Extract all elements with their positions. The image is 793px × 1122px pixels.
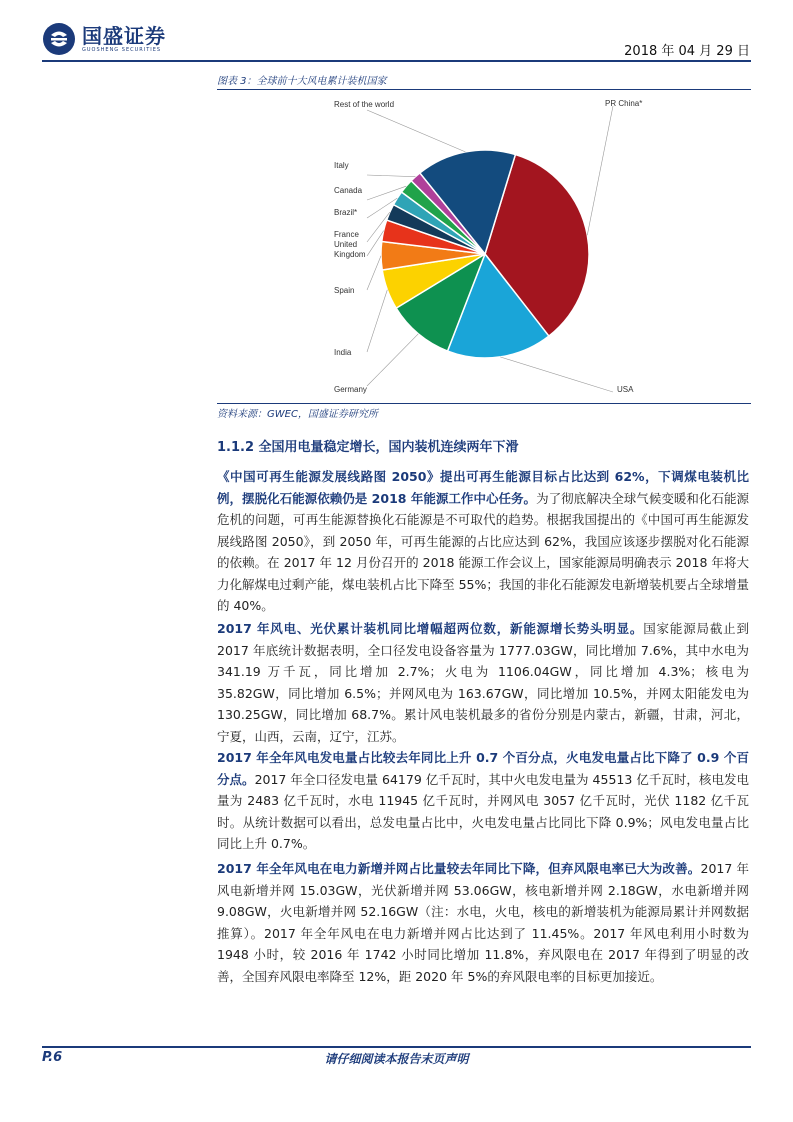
pie-leader-line <box>367 290 387 352</box>
footer-disclaimer: 请仔细阅读本报告末页声明 <box>324 1052 469 1066</box>
pie-label: USA <box>617 385 634 394</box>
page-number: P.6 <box>42 1050 63 1065</box>
pie-label: Canada <box>334 186 363 195</box>
paragraph-2 <box>217 618 749 747</box>
report-date: 2018 年 04 月 29 日 <box>624 44 750 59</box>
pie-leader-line <box>367 256 381 290</box>
logo-icon <box>42 22 76 56</box>
logo-name-en: GUOSHENG SECURITIES <box>82 47 162 53</box>
paragraph-1-body: 为了彻底解决全球气候变暖和化石能源危机的问题，可再生能源替换化石能源是不可取代的趋势。根据我国提出的《中国可再生能源发展线路图 2050》，到 2050 年，可再生能源的占比应达到 62%，我国应该逐步摆脱对化石能源的依赖。在 2017 年 12 月份召开的 2018 能源工作会议上，国家能源局明确表示 2018 年将大力化解煤电过剩产能，煤电装机占比下降至 55%；我国的非化石能源发电新增装机要占全球增量的 40%。 <box>217 490 749 613</box>
pie-label: Spain <box>334 286 355 295</box>
pie-leader-line <box>367 175 415 177</box>
pie-leader-line <box>587 106 613 235</box>
paragraph-4-body: 2017 年风电新增并网 15.03GW，光伏新增并网 53.06GW，核电新增并网 2.18GW，水电新增并网 9.08GW，火电新增并网 52.16GW（注：水电，火电，核电的新增装机为能源局累计并网数据推算）。2017 年全年风电在电力新增并网占比达到了 11.45%。2017 年风电利用小时数为 1948 小时，较 2016 年 1742 小时同比增加 11.8%，弃风限电在 2017 年得到了明显的改善，全国弃风限电率降至 12%，距 2020 年 5%的弃风限电率的目标更加接近。 <box>217 861 749 984</box>
logo-name-cn: 国盛证券 <box>82 24 166 48</box>
pie-label: United <box>334 240 358 249</box>
pie-label: Italy <box>334 161 349 170</box>
figure-title: 图表 3：全球前十大风电累计装机国家 <box>217 76 387 87</box>
pie-label: India <box>334 348 352 357</box>
section-title: 1.1.2 全国用电量稳定增长，国内装机连续两年下滑 <box>217 440 519 455</box>
paragraph-3-body: 2017 年全口径发电量 64179 亿千瓦时，其中火电发电量为 45513 亿千瓦时，核电发电量为 2483 亿千瓦时，水电 11945 亿千瓦时，并网风电 3057 亿千瓦时，光伏 1182 亿千瓦时。从统计数据可以看出，总发电量占比中，火电发电量占比同比下降 0.9%；风电发电量占比同比上升 0.7%。 <box>217 771 749 851</box>
figure-source: 资料来源：GWEC，国盛证券研究所 <box>217 409 378 420</box>
paragraph-3 <box>217 747 749 855</box>
pie-chart <box>217 90 751 402</box>
pie-label: PR China* <box>605 99 643 108</box>
pie-leader-line <box>367 110 465 152</box>
paragraph-4-highlight: 2017 年全年风电在电力新增并网占比量较去年同比下降，但弃风限电率已大为改善。 <box>217 861 701 876</box>
pie-label: Brazil* <box>334 208 358 217</box>
footer-divider <box>42 1046 751 1048</box>
pie-label: France <box>334 230 359 239</box>
pie-leader-line <box>367 334 418 386</box>
pie-label: Kingdom <box>334 250 366 259</box>
paragraph-1 <box>217 466 749 617</box>
paragraph-2-highlight: 2017 年风电、光伏累计装机同比增幅超两位数，新能源增长势头明显。 <box>217 621 644 636</box>
pie-label: Germany <box>334 385 367 394</box>
paragraph-1-highlight: 《中国可再生能源发展线路图 2050》提出可再生能源目标占比达到 62%，下调煤电装机比例，摆脱化石能源依赖仍是 2018 年能源工作中心任务。 <box>217 469 749 506</box>
paragraph-4 <box>217 858 749 987</box>
paragraph-2-body: 国家能源局截止到 2017 年底统计数据表明，全口径发电设备容量为 1777.03GW，同比增加 7.6%，其中水电为 341.19 万千瓦，同比增加 2.7%；火电为 1106.04GW，同比增加 4.3%；核电为 35.82GW，同比增加 6.5%；并网风电为 163.67GW，同比增加 10.5%，并网太阳能发电为 130.25GW，同比增加 68.7%。累计风电装机最多的省份分别是内蒙古，新疆，甘肃，河北，宁夏，山西，云南，辽宁，江苏。 <box>217 621 749 744</box>
header-divider <box>42 60 751 62</box>
figure-bottom-divider <box>217 403 751 404</box>
logo <box>42 22 166 56</box>
pie-label: Rest of the world <box>334 100 395 109</box>
pie-leader-line <box>500 357 613 392</box>
page-header <box>0 0 793 60</box>
paragraph-3-highlight: 2017 年全年风电发电量占比较去年同比上升 0.7 个百分点，火电发电量占比下降了 0.9 个百分点。 <box>217 750 749 787</box>
